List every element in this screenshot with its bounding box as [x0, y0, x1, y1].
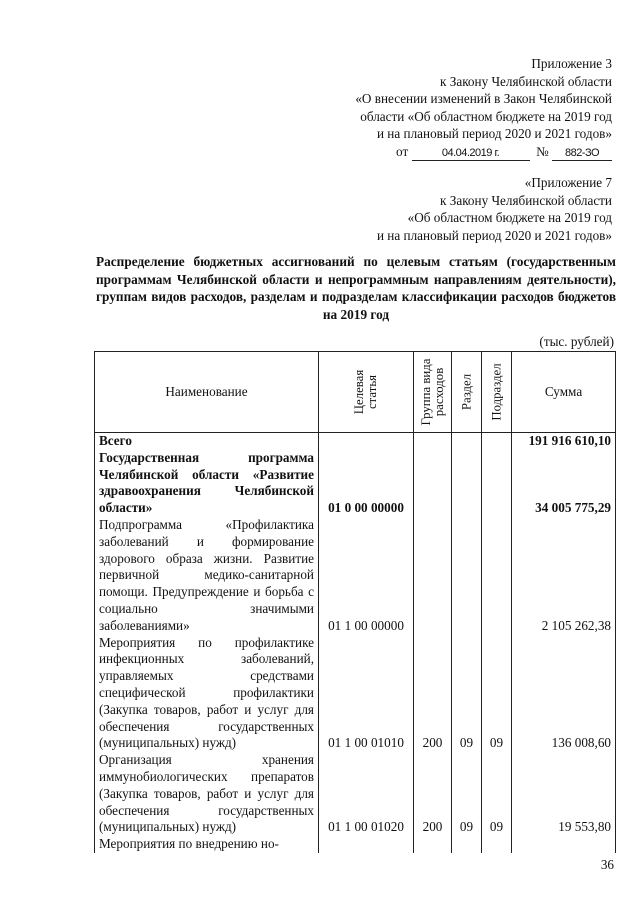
row-name: Государственная программа Челябинской области «Развитие здравоохранения Челябинской области» — [95, 450, 319, 517]
page-number: 36 — [600, 857, 614, 872]
row-name: Подпрограмма «Профилактика заболеваний и формирование здорового образа жизни. Развитие первичной медико-санитарной помощи. Предупреждение и борьба с социально значимыми заболеваниями» — [95, 517, 319, 635]
row-subsection: 09 — [482, 752, 512, 836]
row-section — [452, 450, 482, 517]
document-title: Распределение бюджетных ассигнований по целевым статьям (государственным программам Челябинской области и непрограммным направлениям деятельности), группам видов расходов, разделам и подразделам классификации расходов бюджетов на 2019 год — [96, 254, 616, 322]
row-sum: 34 005 775,29 — [512, 450, 616, 517]
table-row — [95, 450, 616, 517]
header-line: «Об областном бюджете на 2019 год — [407, 210, 612, 225]
row-name: Мероприятия по профилактике инфекционных заболеваний, управляемых средствами специфической профилактики (Закупка товаров, работ и услуг для обеспечения государственных (муниципальных) нужд) — [95, 635, 319, 753]
row-target — [319, 433, 414, 450]
row-section — [452, 517, 482, 635]
col-header-group — [414, 352, 452, 433]
unit-label: (тыс. рублей) — [539, 334, 614, 349]
col-header-sum: Сумма — [512, 352, 616, 433]
col-header-target — [319, 352, 414, 433]
row-group — [414, 836, 452, 853]
header-line: «О внесении изменений в Закон Челябинской — [355, 91, 612, 106]
col-header-name: Наименование — [95, 352, 319, 433]
row-target: 01 1 00 01010 — [319, 635, 414, 753]
row-section — [452, 433, 482, 450]
appendix-header — [355, 55, 612, 161]
row-name: Мероприятия по внедрению но- — [95, 836, 319, 853]
row-group — [414, 517, 452, 635]
row-group — [414, 433, 452, 450]
row-group: 200 — [414, 752, 452, 836]
row-subsection — [482, 517, 512, 635]
row-target — [319, 836, 414, 853]
col-header-group-label: Группа вида расходов — [418, 358, 446, 426]
table-row — [95, 433, 616, 450]
col-header-subsection — [482, 352, 512, 433]
col-header-target-label: Целевая статья — [352, 369, 379, 415]
row-subsection — [482, 450, 512, 517]
date-value: 04.04.2019 г. — [412, 146, 530, 161]
table-header-row — [95, 352, 616, 433]
row-subsection — [482, 433, 512, 450]
date-prefix: от — [396, 143, 409, 159]
col-header-subsection-label: Подраздел — [489, 363, 503, 421]
row-group: 200 — [414, 635, 452, 753]
header-line: к Закону Челябинской области — [440, 192, 612, 208]
header-line: области «Об областном бюджете на 2019 год — [360, 108, 612, 124]
law-date-number-line — [355, 143, 612, 161]
header-line: и на плановый период 2020 и 2021 годов» — [376, 227, 612, 243]
row-group — [414, 450, 452, 517]
number-prefix: № — [536, 143, 549, 159]
budget-table — [94, 351, 616, 853]
col-header-section — [452, 352, 482, 433]
col-header-section-label: Раздел — [459, 373, 473, 411]
number-value: 882-ЗО — [552, 146, 612, 161]
row-sum: 191 916 610,10 — [512, 433, 616, 450]
row-name: Всего — [95, 433, 319, 450]
row-section: 09 — [452, 635, 482, 753]
row-section — [452, 836, 482, 853]
row-subsection — [482, 836, 512, 853]
row-target: 01 1 00 01020 — [319, 752, 414, 836]
row-sum: 19 553,80 — [512, 752, 616, 836]
header-line: к Закону Челябинской области — [440, 73, 612, 89]
row-sum: 2 105 262,38 — [512, 517, 616, 635]
appendix7-header — [377, 174, 612, 244]
table-row — [95, 517, 616, 635]
row-target: 01 0 00 00000 — [319, 450, 414, 517]
header-line: Приложение 3 — [531, 56, 612, 71]
row-section: 09 — [452, 752, 482, 836]
table-row — [95, 635, 616, 753]
row-sum — [512, 836, 616, 853]
header-line: и на плановый период 2020 и 2021 годов» — [376, 126, 612, 141]
table-row — [95, 752, 616, 836]
row-name: Организация хранения иммунобиологических препаратов (Закупка товаров, работ и услуг для обеспечения государственных (муниципальных) нужд) — [95, 752, 319, 836]
header-line: «Приложение 7 — [524, 175, 612, 190]
row-sum: 136 008,60 — [512, 635, 616, 753]
row-target: 01 1 00 00000 — [319, 517, 414, 635]
row-subsection: 09 — [482, 635, 512, 753]
table-row — [95, 836, 616, 853]
